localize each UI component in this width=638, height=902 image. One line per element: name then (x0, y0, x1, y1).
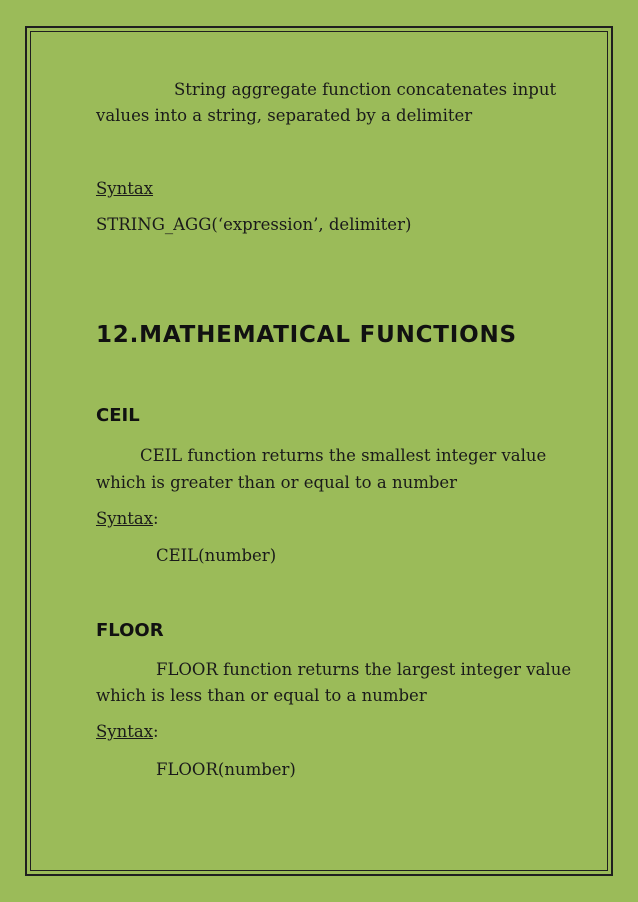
intro-line-2: values into a string, separated by a delimiter (96, 106, 473, 125)
string-agg-syntax: STRING_AGG(‘expression’, delimiter) (96, 215, 412, 234)
ceil-desc-line-1: CEIL function returns the smallest integer value (140, 446, 547, 465)
ceil-syntax-row (96, 509, 159, 529)
ceil-title: CEIL (96, 405, 140, 426)
floor-desc-line-1: FLOOR function returns the largest integer value (156, 660, 572, 679)
floor-syntax-colon: : (153, 722, 159, 741)
floor-desc-line-2: which is less than or equal to a number (96, 686, 427, 705)
floor-syntax-label: Syntax (96, 722, 154, 741)
section-title: 12.MATHEMATICAL FUNCTIONS (96, 322, 517, 348)
ceil-syntax-colon: : (153, 509, 159, 528)
string-agg-syntax-label: Syntax (96, 179, 154, 198)
ceil-syntax: CEIL(number) (156, 546, 277, 565)
ceil-desc-line-2: which is greater than or equal to a number (96, 473, 458, 492)
floor-syntax-row (96, 722, 159, 742)
ceil-syntax-label: Syntax (96, 509, 154, 528)
intro-line-1: String aggregate function concatenates input (174, 80, 557, 99)
floor-title: FLOOR (96, 620, 164, 641)
floor-syntax: FLOOR(number) (156, 760, 296, 779)
